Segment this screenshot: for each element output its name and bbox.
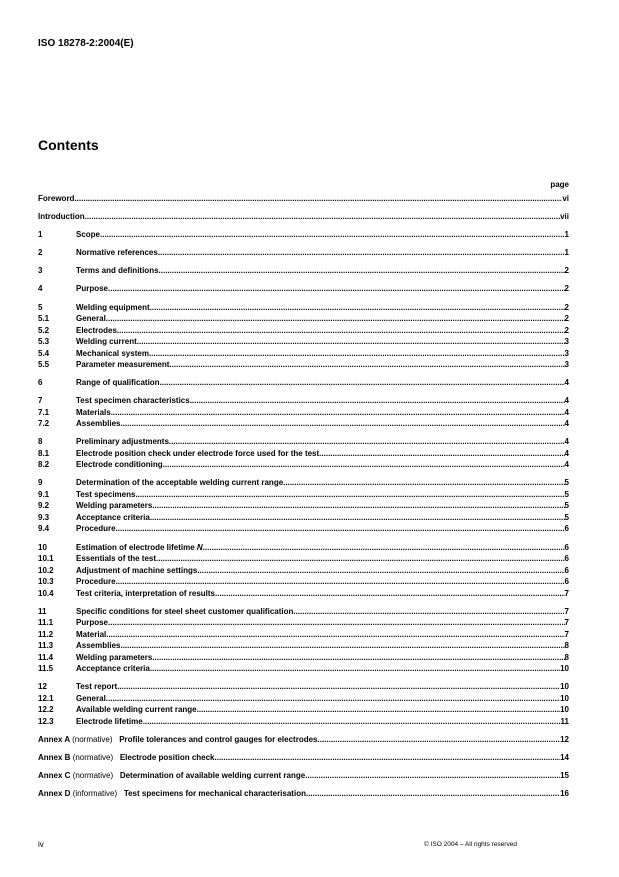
toc-entry-number: 5.4 — [38, 348, 50, 358]
dot-leader — [117, 681, 560, 693]
toc-entry[interactable] — [38, 553, 569, 565]
toc-entry-title: Electrode conditioning — [76, 460, 163, 470]
toc-entry-number: 10.4 — [38, 588, 54, 598]
toc-entry-page: vi — [562, 194, 569, 203]
dot-leader — [305, 770, 560, 782]
toc-entry[interactable] — [38, 542, 569, 554]
toc-entry-title: Test report — [76, 682, 118, 692]
annex-label: Annex C — [38, 771, 71, 780]
toc-entry-number: 8.2 — [38, 460, 50, 470]
toc-entry-number: 10 — [38, 542, 47, 552]
toc-entry-number: 5.5 — [38, 360, 50, 370]
dot-leader — [116, 523, 565, 535]
toc-entry-title: Preliminary adjustments — [76, 437, 169, 447]
toc-entry-page: 7 — [564, 618, 569, 628]
toc-entry[interactable] — [38, 265, 569, 277]
toc-entry-page: 11 — [560, 716, 569, 726]
toc-entry-number: 12 — [38, 682, 47, 692]
toc-entry-title: Procedure — [76, 524, 116, 534]
toc-entry[interactable] — [38, 377, 569, 389]
toc-entry-page: 5 — [564, 478, 569, 488]
toc-entry[interactable] — [38, 229, 569, 241]
dot-leader — [190, 395, 565, 407]
dot-leader — [197, 565, 564, 577]
toc-entry-number: 11.4 — [38, 652, 54, 662]
toc-entry-title: Scope — [76, 230, 101, 240]
dot-leader — [169, 436, 565, 448]
annex-heading — [38, 788, 306, 800]
dot-leader — [293, 606, 564, 618]
toc-entry-number: 11 — [38, 606, 47, 616]
toc-entry-number: 1 — [38, 230, 43, 240]
toc-entry-page: vii — [560, 212, 569, 222]
toc-entry-page: 5 — [564, 501, 569, 511]
toc-entry[interactable] — [38, 448, 569, 460]
toc-entry-page: 1 — [564, 230, 569, 240]
dot-leader — [163, 459, 565, 471]
annex-label: Annex B — [38, 752, 71, 762]
dot-leader — [135, 489, 564, 501]
dot-leader — [120, 418, 564, 430]
annex-heading — [38, 752, 215, 764]
toc-entry[interactable] — [38, 477, 569, 489]
toc-entry[interactable] — [38, 459, 569, 471]
dot-leader — [100, 229, 565, 241]
toc-entry-number: 3 — [38, 266, 43, 276]
toc-entry-page: 10 — [560, 705, 569, 715]
toc-entry-number: 9 — [38, 478, 43, 488]
toc-entry[interactable] — [38, 606, 569, 618]
toc-entry[interactable] — [38, 283, 569, 295]
toc-entry[interactable] — [38, 247, 569, 259]
toc-entry-number: 5.2 — [38, 325, 50, 335]
dot-leader — [108, 283, 565, 295]
toc-entry-title: Material — [76, 629, 107, 639]
toc-entry-title: Welding equipment — [76, 302, 150, 312]
footer-page-number: iv — [38, 840, 44, 849]
toc-entry[interactable] — [38, 211, 569, 223]
annex-title: Determination of available welding current range — [119, 771, 306, 780]
toc-entry-title: Materials — [76, 407, 111, 417]
toc-entry-title: Parameter measurement — [76, 360, 170, 370]
dot-leader — [169, 359, 564, 371]
toc-entry-page: 2 — [564, 314, 569, 324]
toc-entry-number: 10.2 — [38, 565, 54, 575]
toc-entry[interactable] — [38, 617, 569, 629]
toc-entry-title: Essentials of the test — [76, 554, 157, 564]
toc-annex-entry[interactable] — [38, 770, 569, 782]
toc-entry-title: Acceptance criteria — [76, 512, 150, 522]
dot-leader — [152, 500, 564, 512]
toc-entry-title: Electrode position check under electrode force used for the test — [76, 448, 320, 458]
toc-entry-page: 1 — [564, 248, 569, 258]
toc-entry-page: 2 — [564, 302, 569, 312]
document-header: ISO 18278-2:2004(E) — [38, 38, 134, 49]
toc-entry-title: Terms and definitions — [76, 266, 159, 276]
dot-leader — [149, 348, 565, 360]
toc-annex-entry[interactable] — [38, 734, 569, 746]
toc-entry-title: Procedure — [76, 577, 116, 587]
toc-entry-page: 10 — [560, 664, 569, 674]
toc-entry-number: 5.1 — [38, 314, 50, 324]
toc-entry-page: 7 — [564, 606, 569, 616]
toc-entry-title: Available welding current range — [76, 705, 197, 715]
toc-entry-title: Estimation of electrode lifetime N — [76, 542, 203, 552]
toc-entry-number: 10.3 — [38, 577, 54, 587]
page-title: Contents — [38, 137, 99, 153]
toc-entry-page: 6 — [564, 577, 569, 587]
toc-entry-page: 2 — [564, 284, 569, 294]
toc-entry-page: 5 — [564, 489, 569, 499]
annex-title: Profile tolerances and control gauges for electrodes — [119, 734, 318, 744]
toc-entry-number: 7.2 — [38, 419, 50, 429]
toc-entry[interactable] — [38, 325, 569, 337]
toc-entry-page: 6 — [564, 565, 569, 575]
toc-entry-page: 16 — [560, 789, 569, 799]
toc-entry[interactable] — [38, 359, 569, 371]
toc-entry-title: Normative references — [76, 248, 158, 258]
toc-entry-page: 6 — [564, 542, 569, 552]
toc-entry[interactable] — [38, 336, 569, 348]
toc-entry-title: Purpose — [76, 284, 109, 294]
toc-annex-entry[interactable] — [38, 752, 569, 764]
annex-heading — [38, 770, 305, 782]
toc-entry-number: 9.2 — [38, 501, 50, 511]
toc-entry-page: 4 — [564, 448, 569, 458]
toc-entry[interactable] — [38, 395, 569, 407]
toc-entry-number: 2 — [38, 248, 43, 258]
dot-leader — [117, 325, 565, 337]
dot-leader — [150, 302, 565, 314]
toc-entry-number: 11.1 — [38, 618, 54, 628]
dot-leader — [197, 704, 560, 716]
toc-entry-title: Mechanical system — [76, 348, 149, 358]
dot-leader — [158, 247, 565, 259]
toc-entry-title: General — [76, 693, 106, 703]
toc-entry-title: Test specimen characteristics — [76, 396, 190, 406]
toc-entry-page: 8 — [564, 652, 569, 662]
toc-entry-page: 5 — [564, 512, 569, 522]
dot-leader — [106, 629, 564, 641]
annex-label: Annex A — [38, 734, 70, 744]
toc-entry-title: General — [76, 314, 106, 324]
toc-entry[interactable] — [38, 565, 569, 577]
toc-entry-page: 2 — [564, 325, 569, 335]
dot-leader — [74, 193, 562, 205]
toc-entry-number: 4 — [38, 284, 43, 294]
toc-entry-page: 4 — [564, 460, 569, 470]
dot-leader — [137, 336, 565, 348]
toc-entry-page: 4 — [564, 378, 569, 388]
toc-entry[interactable] — [38, 302, 569, 314]
dot-leader — [106, 693, 560, 705]
dot-leader — [215, 588, 565, 600]
toc-entry-number: 8 — [38, 437, 43, 447]
toc-entry-number: 9.3 — [38, 512, 50, 522]
toc-entry-number: 11.3 — [38, 641, 54, 651]
toc-entry-title: Welding current — [76, 337, 137, 347]
toc-entry-page: 4 — [564, 396, 569, 406]
dot-leader — [120, 640, 564, 652]
toc-entry-title: Assemblies — [76, 641, 121, 651]
dot-leader — [143, 716, 561, 728]
toc-entry[interactable] — [38, 704, 569, 716]
toc-entry-page: 3 — [564, 348, 569, 358]
toc-entry-page: 8 — [564, 641, 569, 651]
annex-title: Test specimens for mechanical characterisation — [123, 789, 306, 799]
dot-leader — [319, 448, 564, 460]
toc-entry-number: 7 — [38, 396, 43, 406]
annex-heading — [38, 734, 318, 746]
toc-entry-title: Assemblies — [76, 419, 121, 429]
toc-entry-page: 7 — [564, 588, 569, 598]
toc-entry[interactable] — [38, 716, 569, 728]
dot-leader — [283, 477, 564, 489]
dot-leader — [111, 407, 565, 419]
toc-entry[interactable] — [38, 588, 569, 600]
dot-leader — [152, 652, 564, 664]
toc-entry[interactable] — [38, 512, 569, 524]
toc-entry-page: 4 — [564, 407, 569, 417]
toc-entry-title: Range of qualification — [76, 378, 160, 388]
annex-kind: (normative) — [72, 771, 114, 780]
toc-entry[interactable] — [38, 629, 569, 641]
page-column-label: page — [550, 180, 569, 189]
toc-entry[interactable] — [38, 652, 569, 664]
toc-entry[interactable] — [38, 418, 569, 430]
toc-entry[interactable] — [38, 523, 569, 535]
toc-entry-page: 3 — [564, 360, 569, 370]
toc-entry[interactable] — [38, 693, 569, 705]
toc-entry-number: 12.1 — [38, 693, 54, 703]
toc-entry-title: Purpose — [76, 618, 109, 628]
toc-entry-page: 14 — [560, 752, 569, 762]
dot-leader — [160, 377, 565, 389]
footer-copyright: © ISO 2004 – All rights reserved — [424, 841, 517, 848]
annex-kind: (informative) — [72, 789, 118, 799]
toc-entry[interactable] — [38, 663, 569, 675]
toc-entry-title: Test criteria, interpretation of results — [76, 588, 215, 598]
toc-entry-title: Adjustment of machine settings — [76, 565, 198, 575]
toc-entry-number: 7.1 — [38, 407, 50, 417]
toc-entry-number: 12.3 — [38, 716, 54, 726]
toc-entry[interactable] — [38, 407, 569, 419]
annex-kind: (normative) — [72, 734, 113, 744]
dot-leader — [108, 617, 565, 629]
dot-leader — [85, 211, 560, 223]
toc-entry-number: 6 — [38, 378, 43, 388]
toc-entry-page: 4 — [564, 419, 569, 429]
toc-entry-title: Specific conditions for steel sheet customer qualification — [76, 606, 294, 616]
toc-entry-title: Acceptance criteria — [76, 664, 150, 674]
dot-leader — [150, 512, 565, 524]
annex-kind: (normative) — [72, 752, 114, 762]
toc-entry-title: Foreword — [38, 194, 75, 203]
toc-entry-title: Determination of the acceptable welding current range — [76, 478, 284, 488]
toc-entry-title: Electrodes — [76, 325, 117, 335]
toc-entry[interactable] — [38, 640, 569, 652]
dot-leader — [106, 313, 565, 325]
toc-entry[interactable] — [38, 348, 569, 360]
toc-entry-title: Test specimens — [76, 489, 136, 499]
toc-entry-number: 8.1 — [38, 448, 50, 458]
toc-entry-page: 7 — [564, 629, 569, 639]
toc-entry-page: 3 — [564, 337, 569, 347]
toc-entry-title: Electrode lifetime — [76, 716, 143, 726]
toc-entry[interactable] — [38, 436, 569, 448]
toc-entry-page: 15 — [560, 771, 569, 780]
toc-entry-number: 12.2 — [38, 705, 54, 715]
toc-entry-title: Welding parameters — [76, 652, 153, 662]
dot-leader — [215, 752, 561, 764]
toc-entry[interactable] — [38, 681, 569, 693]
toc-entry-page: 12 — [560, 734, 569, 744]
toc-entry-number: 9.1 — [38, 489, 50, 499]
toc-entry-number: 5.3 — [38, 337, 50, 347]
toc-annex-entry[interactable] — [38, 788, 569, 800]
toc-entry-page: 6 — [564, 554, 569, 564]
toc-entry-page: 4 — [564, 437, 569, 447]
toc-entry-number: 11.5 — [38, 664, 54, 674]
dot-leader — [116, 576, 565, 588]
toc-entry[interactable] — [38, 489, 569, 501]
toc-entry-number: 11.2 — [38, 629, 54, 639]
table-of-contents — [38, 193, 569, 800]
toc-entry-page: 6 — [564, 524, 569, 534]
dot-leader — [156, 553, 565, 565]
annex-label: Annex D — [38, 789, 71, 799]
toc-entry-number: 10.1 — [38, 554, 54, 564]
dot-leader — [150, 663, 560, 675]
toc-entry-page: 2 — [564, 266, 569, 276]
dot-leader — [318, 734, 561, 746]
toc-entry-page: 10 — [560, 693, 569, 703]
toc-entry-number: 9.4 — [38, 524, 50, 534]
toc-entry[interactable] — [38, 313, 569, 325]
annex-title: Electrode position check — [119, 752, 215, 762]
toc-entry-title: Welding parameters — [76, 501, 153, 511]
toc-entry[interactable] — [38, 500, 569, 512]
toc-entry-title: Introduction — [38, 212, 85, 222]
toc-entry-number: 5 — [38, 302, 43, 312]
toc-entry[interactable] — [38, 193, 569, 205]
dot-leader — [306, 788, 560, 800]
dot-leader — [159, 265, 565, 277]
dot-leader — [203, 542, 565, 554]
toc-entry[interactable] — [38, 576, 569, 588]
toc-entry-page: 10 — [560, 682, 569, 692]
